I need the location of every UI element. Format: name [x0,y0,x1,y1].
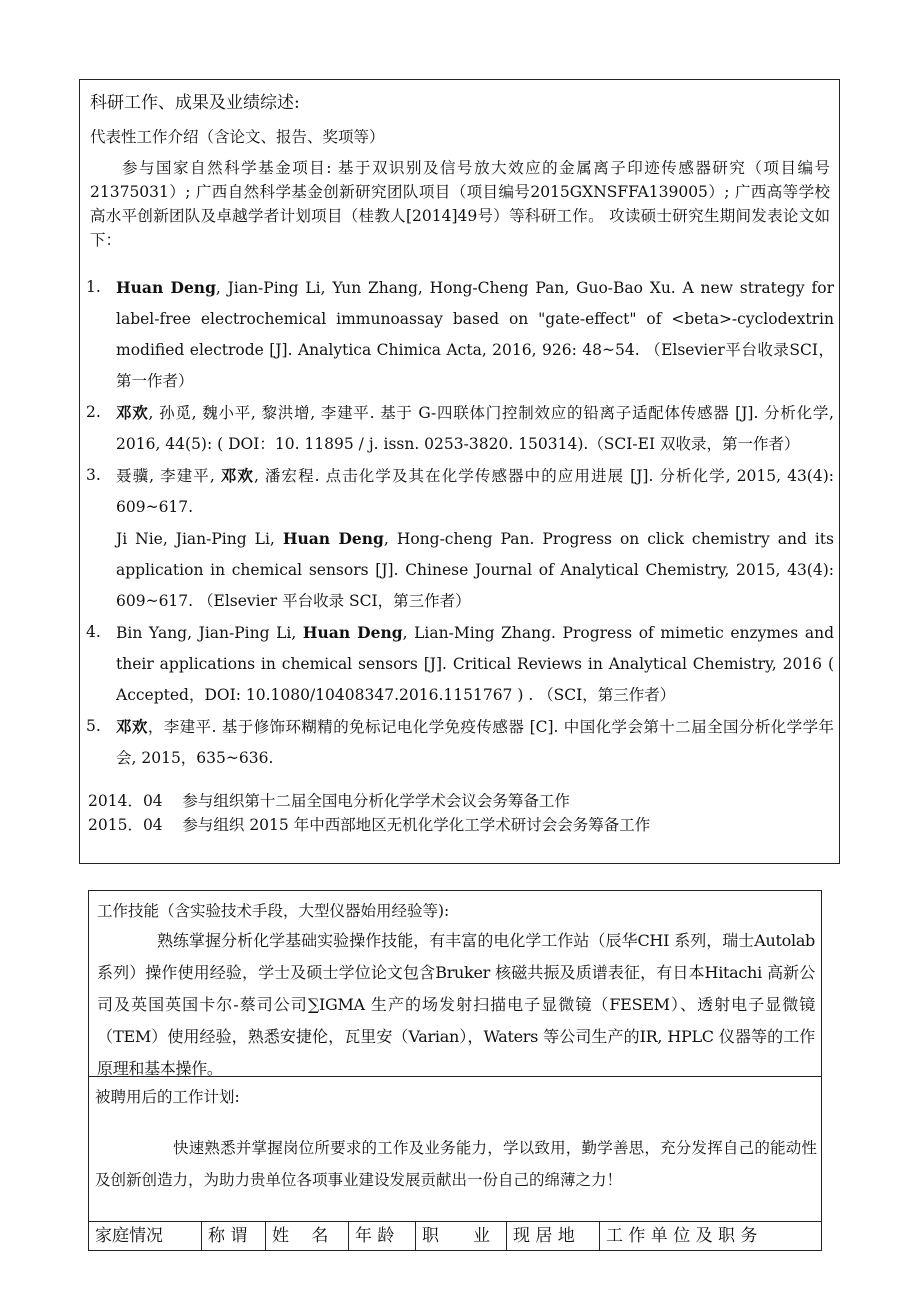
highlight-author: 邓欢 [116,717,148,736]
column-residence: 现 居 地 [507,1222,600,1250]
column-name: 姓 名 [266,1222,349,1250]
research-heading: 科研工作、成果及业绩综述: [90,93,300,113]
family-info-row [88,1221,822,1251]
column-occupation: 职 业 [416,1222,507,1250]
highlight-author: 邓欢 [220,466,254,485]
publication-text: ，李建平. 基于修饰环糊精的免标记电化学免疫传感器 [C]. 中国化学会第十二届全国分析化学学年会, 2015，635~636. [116,718,834,767]
highlight-author: Huan Deng [302,623,403,642]
publication-list [86,272,834,774]
activity-item: 2014．04 参与组织第十二届全国电分析化学学术会议会务筹备工作 [88,792,570,810]
work-plan-section [88,1076,822,1222]
publication-text: , Jian-Ping Li, Yun Zhang, Hong-Cheng Pan, Guo-Bao Xu. A new strategy for label-free electrochemical immunoassay based on "gate-effect" of <beta>-cyclodextrin modified electrode [J]. Analytica Chimica Acta, 2016, 926: 48~54. （Elsevier平台收录SCI， 第一作者） [116,279,834,390]
skills-section [88,890,822,1077]
skills-text: 熟练掌握分析化学基础实验操作技能，有丰富的电化学工作站（辰华CHI 系列，瑞士Autolab 系列）操作使用经验，学士及硕士学位论文包含Bruker 核磁共振及质谱表征，有日本Hitachi 高新公司及英国英国卡尔-蔡司公司∑IGMA 生产的场发射扫描电子显微镜（FESEM）、透射电子显微镜（TEM）使用经验，熟悉安捷伦，瓦里安（Varian），Waters 等公司生产的IR, HPLC 仪器等的工作原理和基本操作。 [97,931,815,1078]
publication-item: 3. 聂骥, 李建平, 邓欢, 潘宏程. 点击化学及其在化学传感器中的应用进展 [J]. 分析化学, 2015, 43(4): 609~617. [86,466,834,516]
column-relation: 称 谓 [202,1222,266,1250]
column-age: 年 龄 [349,1222,416,1250]
publication-text: , 潘宏程. 点击化学及其在化学传感器中的应用进展 [J]. 分析化学, 2015, 43(4): 609~617. [116,467,834,516]
skills-heading: 工作技能（含实验技术手段，大型仪器始用经验等): [97,902,450,920]
publication-english-version: Ji Nie, Jian-Ping Li, Huan Deng, Hong-cheng Pan. Progress on click chemistry and its application in chemical sensors [J]. Chinese Journal of Analytical Chemistry, 2015, 43(4): 609~617. （Elsevier 平台收录 SCI，第三作者） [116,529,834,610]
publication-item: 5. 邓欢，李建平. 基于修饰环糊精的免标记电化学免疫传感器 [C]. 中国化学会第十二届全国分析化学学年会, 2015，635~636. [86,717,834,767]
publication-text: , Lian-Ming Zhang. Progress of mimetic enzymes and their applications in chemical sensors [J]. Critical Reviews in Analytical Chemistry, 2016 ( Accepted，DOI: 10.1080/10408347.2016.1151767 ) . （SCI，第三作者） [116,624,834,704]
family-label: 家庭情况 [89,1222,202,1250]
representative-work-heading: 代表性工作介绍（含论文、报告、奖项等） [90,128,385,146]
work-plan-heading: 被聘用后的工作计划: [95,1088,240,1106]
highlight-author: Huan Deng [116,278,216,297]
publication-item: 4. Bin Yang, Jian-Ping Li, Huan Deng, Lian-Ming Zhang. Progress of mimetic enzymes and their applications in chemical sensors [J]. Critical Reviews in Analytical Chemistry, 2016 ( Accepted，DOI: 10.1080/10408347.2016.1151767 ) . （SCI，第三作者） [86,623,834,704]
publication-item: 2. 邓欢, 孙觅, 魏小平, 黎洪增, 李建平. 基于 G-四联体门控制效应的铅离子适配体传感器 [J]. 分析化学, 2016, 44(5): ( DOI：10. 11895 / j. issn. 0253-3820. 150314).（SCI-EI 双收录，第一作者） [86,403,834,453]
highlight-author: Huan Deng [282,529,384,548]
publication-item: 1. Huan Deng, Jian-Ping Li, Yun Zhang, Hong-Cheng Pan, Guo-Bao Xu. A new strategy for label-free electrochemical immunoassay based on "gate-effect" of <beta>-cyclodextrin modified electrode [J]. Analytica Chimica Acta, 2016, 926: 48~54. （Elsevier平台收录SCI， 第一作者） [86,278,834,390]
activity-item: 2015．04 参与组织 2015 年中西部地区无机化学化工学术研讨会会务筹备工作 [88,816,651,834]
publication-text: , 孙觅, 魏小平, 黎洪增, 李建平. 基于 G-四联体门控制效应的铅离子适配体传感器 [J]. 分析化学, 2016, 44(5): ( DOI：10. 11895 / j. issn. 0253-3820. 150314).（SCI-EI 双收录，第一作者） [116,404,834,453]
form-table [88,890,822,1298]
work-plan-text: 快速熟悉并掌握岗位所要求的工作及业务能力，学以致用，勤学善思，充分发挥自己的能动性及创新创造力，为助力贵单位各项事业建设发展贡献出一份自己的绵薄之力！ [95,1139,817,1189]
research-summary-section [79,79,840,864]
research-intro: 参与国家自然科学基金项目: 基于双识别及信号放大效应的金属离子印迹传感器研究（项目编号 21375031）; 广西自然科学基金创新研究团队项目（项目编号2015GXNSFFA139005）; 广西高等学校高水平创新团队及卓越学者计划项目（桂教人[2014]49号）等科研工作。 攻读硕士研究生期间发表论文如下： [90,159,830,249]
highlight-author: 邓欢 [116,403,149,422]
column-employer: 工 作 单 位 及 职 务 [606,1226,758,1246]
